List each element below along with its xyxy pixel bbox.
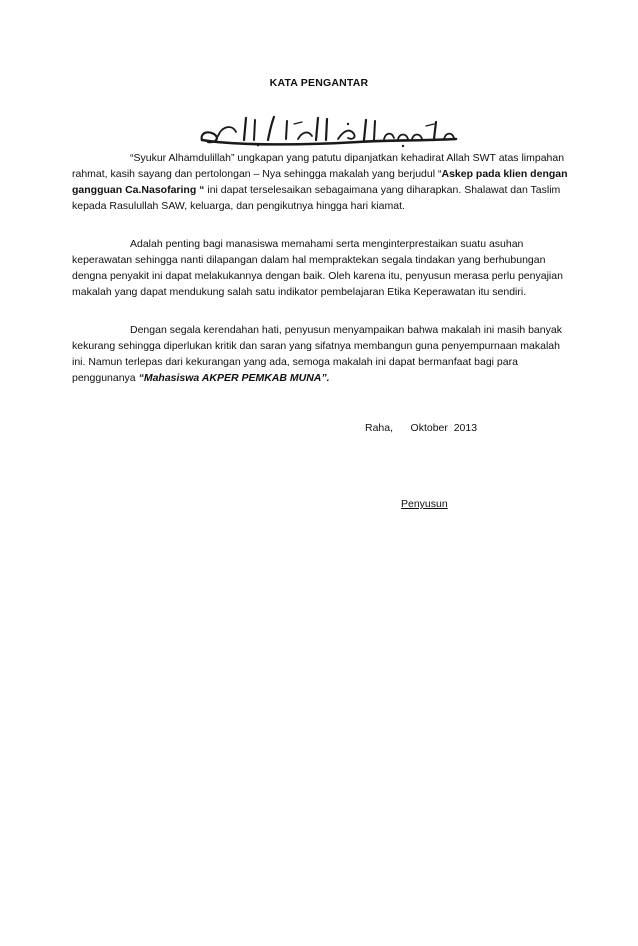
place-date: Raha, Oktober 2013: [365, 422, 478, 434]
paragraph-closing: [72, 322, 568, 386]
paragraph-intro: [72, 150, 568, 214]
paragraph-intro-title: Askep pada klien dengan gangguan Ca.Nasofaring “: [72, 168, 568, 197]
paragraph-intro-text: “Syukur Alhamdulillah” ungkapan yang patutu dipanjatkan kehadirat Allah SWT atas limpahan rahmat, kasih sayang dan pertolongan – Nya sehingga makalah yang berjudul “: [72, 152, 565, 181]
paragraph-closing-text: Dengan segala kerendahan hati, penyusun menyampaikan bahwa makalah ini masih banyak kekurang sehingga diperlukan kritik dan saran yang sifatnya membangun guna penyempurnaan makalah ini. Namun terlepas dari kekurangan yang ada, semoga makalah ini dapat bermanfaat bagi para penggunanya: [72, 324, 562, 385]
page-title: KATA PENGANTAR: [269, 77, 369, 89]
paragraph-closing-audience: “Mahasiswa AKPER PEMKAB MUNA”.: [138, 372, 330, 385]
paragraph-intro-text-end: ini dapat terselesaikan sebagaimana yang diharapkan. Shalawat dan Taslim kepada Rasulullah SAW, keluarga, dan pengikutnya hingga hari kiamat.: [72, 184, 561, 213]
signature-author: Penyusun: [401, 498, 448, 510]
paragraph-importance: Adalah penting bagi manasiswa memahami serta menginterprestaikan suatu asuhan keperawatan sehingga nanti dilapangan dalam hal mempraktekan segala tindakan yang berhubungan dengna penyakit ini dapat melakukannya dengan baik. Oleh karena itu, penyusun merasa perlu penyajian makalah yang dapat mendukung salah satu indikator pembelajaran Etika Keperawatan itu sendiri.: [72, 238, 563, 299]
basmala-calligraphy: [198, 112, 460, 148]
